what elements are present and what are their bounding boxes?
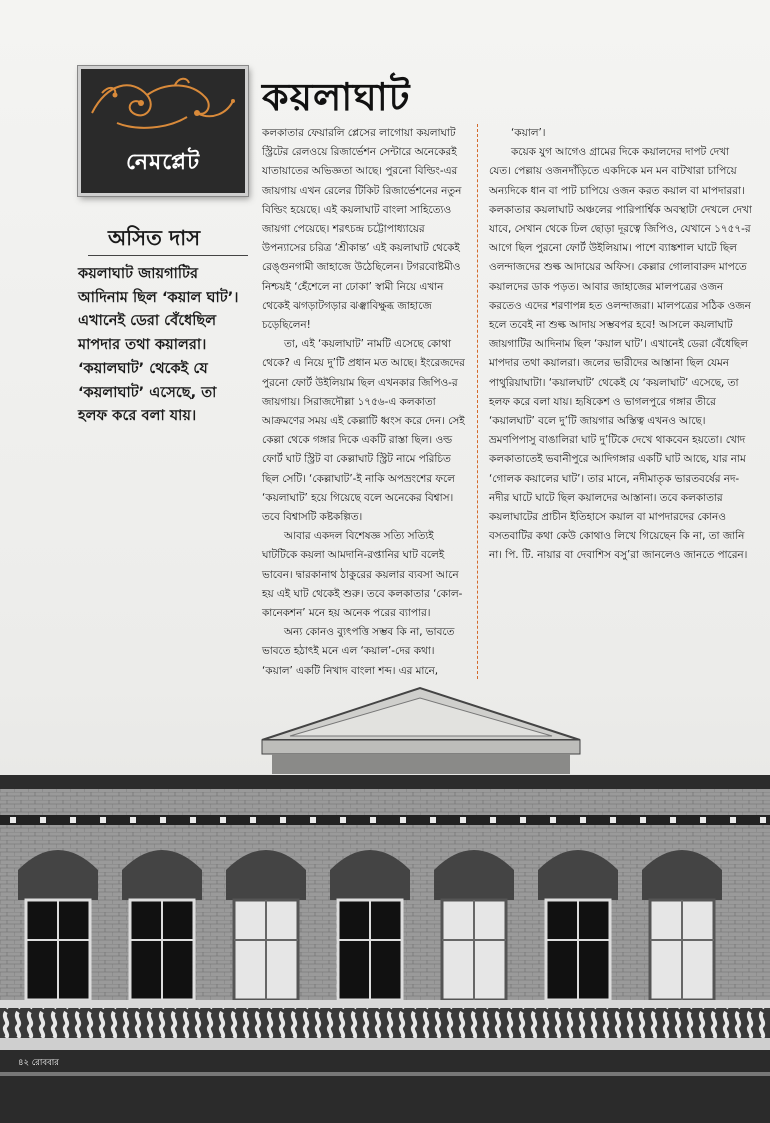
article-column-2 [489, 124, 754, 566]
article-column-1 [262, 124, 467, 719]
building-photo [0, 680, 770, 1123]
author-name: অসিত দাস [108, 226, 201, 250]
floral-ornament-icon [87, 73, 237, 143]
article-headline: কয়লাঘাট [262, 75, 411, 119]
paragraph: আবার একদল বিশেষজ্ঞ সত্যি সত্যিই ঘাটটিকে কয়লা আমদানি-রপ্তানির ঘাট বলেই ভাবেন। দ্বারকানাথ ঠাকুরের কয়লার ব্যবসা আনে হয় এই ঘাট থেকেই শুরু। তবে কলকাতার ‘কোল-কানেকশন’ মনে হয় অনেক পরের ব্যাপার। [262, 530, 463, 620]
nameplate-badge [78, 66, 248, 196]
author-rule [88, 255, 248, 256]
column-divider [477, 124, 478, 684]
page-footer: ৪২ রোববার [18, 1058, 59, 1068]
paragraph: কয়েক যুগ আগেও গ্রামের দিকে কয়ালদের দাপট দেখা যেত। পেল্লায় ওজনদাঁড়িতে একদিকে মন মন বাটখারা চাপিয়ে অন্যদিকে ধান বা পাট চাপিয়ে ওজন করত কয়াল বা মাপদাররা। কলকাতার কয়লাঘাট অঞ্চলের পারিপার্শ্বিক অবস্থাটা দেখলে দেখা যাবে, সেখান থেকে ঢিল ছোড়া দূরত্বে জিপিও, যেখানে ১৭৫৭-র আগে ছিল পুরনো ফোর্ট উইলিয়াম। পাশে ব্যাঙ্কশাল ঘাটে ছিল ওলন্দাজদের শুল্ক আদায়ের অফিস। কেল্লার গোলাবারুদ মাপতে কয়ালদের ডাক পড়ত। আবার জাহাজের মালপত্রের ওজন করতেও এদের শরণাপন্ন হত ওলন্দাজরা। মালপত্রের সঠিক ওজন হলে তবেই না শুল্ক আদায় সম্ভবপর হবে! আসলে কয়লাঘাট জায়গাটির আদিনাম ছিল ‘কয়াল ঘাট’। এখানেই ডেরা বেঁধেছিল মাপদার তথা কয়ালরা। জলের ভারীদের আস্তানা ছিল যেমন পাথুরিয়াঘাটা। ‘কয়ালঘাট’ থেকেই যে ‘কয়লাঘাট’ এসেছে, তা হলফ করে বলা যায়। হৃষিকেশ ও ভাগলপুরে গঙ্গার তীরে ‘কয়ালঘাট’ বলে দু’টি জায়গার অস্তিত্ব এখনও আছে। ভ্রমণপিপাসু বাঙালিরা ঘাট দু’টিকে দেখে থাকবেন হয়তো। খোদ কলকাতাতেই ভবানীপুরে আদিগঙ্গার একটি ঘাট আছে, যার নাম ‘গোলক কয়ালের ঘাট’। তার মানে, নদীমাতৃক ভারতবর্ষের নদ-নদীর ঘাটে ঘাটে ছিল কয়ালদের আস্তানা। তবে কলকাতার কয়লাঘাটের প্রাচীন ইতিহাসে কয়াল বা মাপদারদের কোনও বসতবাটির কথা কেউ কোথাও লিখে গিয়েছেন কি না, তা জানি না। পি. টি. নায়ার বা দেবাশিস বসু’রা জানলেও জানতে পারেন। [489, 146, 752, 562]
paragraph: অন্য কোনও ব্যুৎপত্তি সম্ভব কি না, ভাবতে ভাবতে হঠাৎই মনে এল ‘কয়াল’-দের কথা। ‘কয়াল’ একটি নিখাদ বাংলা শব্দ। এর মানে, [262, 626, 455, 677]
paragraph: কলকাতার ফেয়ারলি প্লেসের লাগোয়া কয়লাঘাট স্ট্রিটের রেলওয়ে রিজার্ভেশন সেন্টারে অনেকেরই যাতায়াতের অভিজ্ঞতা আছে। পুরনো বিল্ডিং-এর জায়গায় এখন রেলের টিকিট রিজার্ভেশনের নতুন বিল্ডিং হয়েছে। এই কয়লাঘাট বাংলা সাহিত্যেও জায়গা পেয়েছে। শরৎচন্দ্র চট্টোপাধ্যায়ের উপন্যাসের চরিত্র ‘শ্রীকান্ত’ এই কয়লাঘাট থেকেই রেঙ্গুনগামী জাহাজে উঠেছিলেন। টগরবোষ্টমীও নিশ্চয়ই ‘হেঁশেলে না ঢোকা’ স্বামী নিয়ে এখান থেকেই ঝগড়াটগড়ার ঝঞ্ঝাবিক্ষুব্ধ জাহাজে চড়েছিলেন! [262, 127, 462, 332]
paragraph: তা, এই ‘কয়লাঘাট’ নামটি এসেছে কোথা থেকে? এ নিয়ে দু’টি প্রধান মত আছে। ইংরেজদের পুরনো ফোর্ট উইলিয়াম ছিল এখনকার জিপিও-র জায়গায়। সিরাজদৌল্লা ১৭৫৬-এ কলকাতা আক্রমণের সময় এই কেল্লাটি ধ্বংস করে দেন। সেই কেল্লা থেকে গঙ্গার দিকে একটি রাস্তা ছিল। ওল্ড ফোর্ট ঘাট স্ট্রিট বা কেল্লাঘাট স্ট্রিট নামে পরিচিত ছিল সেটি। ‘কেল্লাঘাট’-ই নাকি অপভ্রংশের ফলে ‘কয়লাঘাট’ হয়ে গিয়েছে বলে অনেকের বিশ্বাস। তবে বিশ্বাসটি কষ্টকল্পিত। [262, 338, 465, 524]
intro-blurb: কয়লাঘাট জায়গাটির আদিনাম ছিল ‘কয়াল ঘাট’। এখানেই ডেরা বেঁধেছিল মাপদার তথা কয়ালরা। ‘কয়ালঘাট’ থেকেই যে ‘কয়লাঘাট’ এসেছে, তা হলফ করে বলা যায়। [78, 265, 239, 425]
paragraph: ‘কয়াল’। [511, 127, 546, 139]
nameplate-label: নেমপ্লেট [125, 150, 201, 175]
